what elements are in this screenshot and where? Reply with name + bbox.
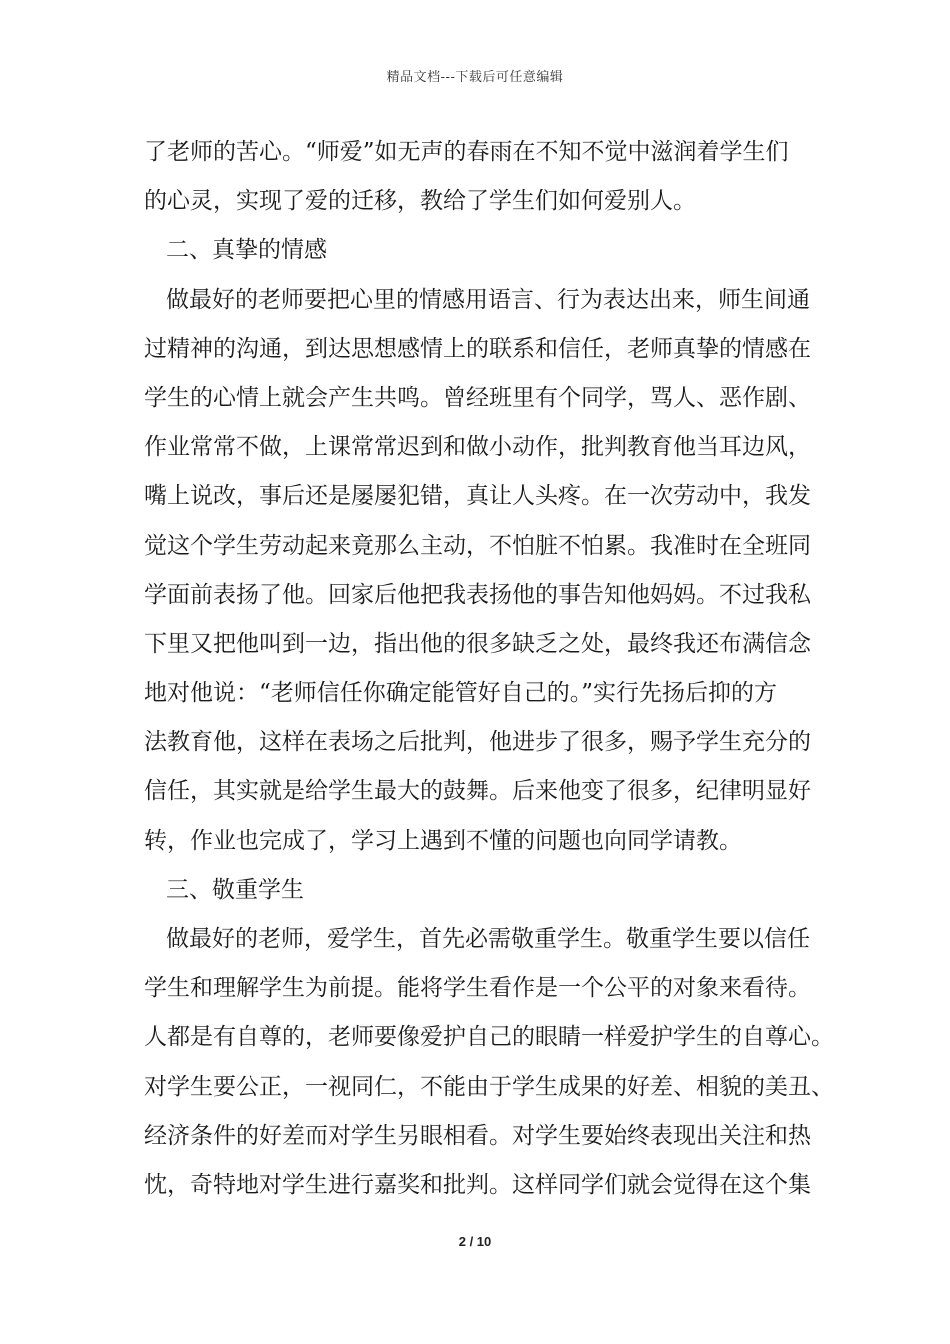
text-line: 转，作业也完成了，学习上遇到不懂的问题也向同学请教。: [144, 827, 742, 854]
text-line: 经济条件的好差而对学生另眼相看。对学生要始终表现出关注和热: [144, 1122, 811, 1149]
text-line: 忱，奇特地对学生进行嘉奖和批判。这样同学们就会觉得在这个集: [144, 1171, 811, 1198]
text-line: 了老师的苦心。“师爱”如无声的春雨在不知不觉中滋润着学生们: [144, 139, 789, 165]
text-line: 地对他说：“老师信任你确定能管好自己的。”实行先扬后抑的方: [144, 680, 778, 707]
text-line: 的心灵，实现了爱的迁移，教给了学生们如何爱别人。: [144, 188, 696, 215]
document-body: [144, 128, 834, 1210]
text-line: 学生的心情上就会产生共鸣。曾经班里有个同学，骂人、恶作剧、: [144, 384, 811, 411]
text-line: 信任，其实就是给学生最大的鼓舞。后来他变了很多，纪律明显好: [144, 778, 811, 805]
section-heading: 二、真挚的情感: [166, 237, 327, 264]
text-line: 对学生要公正，一视同仁，不能由于学生成果的好差、相貌的美丑、: [144, 1073, 834, 1100]
text-line: 作业常常不做，上课常常迟到和做小动作，批判教育他当耳边风，: [144, 434, 811, 461]
text-line: 下里又把他叫到一边，指出他的很多缺乏之处，最终我还布满信念: [144, 630, 811, 657]
text-line: 学面前表扬了他。回家后他把我表扬他的事告知他妈妈。不过我私: [144, 581, 811, 608]
text-line: 觉这个学生劳动起来竟那么主动，不怕脏不怕累。我准时在全班同: [144, 532, 811, 559]
text-line: 学生和理解学生为前提。能将学生看作是一个公平的对象来看待。: [144, 975, 811, 1002]
text-line: 人都是有自尊的，老师要像爱护自己的眼睛一样爱护学生的自尊心。: [144, 1024, 834, 1051]
page-number: 2 / 10: [458, 1234, 492, 1249]
page-header: 精品文档---下载后可任意编辑: [386, 70, 564, 85]
text-line: 过精神的沟通，到达思想感情上的联系和信任，老师真挚的情感在: [144, 335, 811, 362]
text-line: 法教育他，这样在表场之后批判，他进步了很多，赐予学生充分的: [144, 729, 811, 756]
text-line: 嘴上说改，事后还是屡屡犯错，真让人头疼。在一次劳动中，我发: [144, 483, 811, 510]
section-heading: 三、敬重学生: [166, 876, 304, 903]
paragraph-first-line: 做最好的老师，爱学生，首先必需敬重学生。敬重学生要以信任: [166, 926, 810, 952]
paragraph-first-line: 做最好的老师要把心里的情感用语言、行为表达出来，师生间通: [166, 286, 810, 313]
